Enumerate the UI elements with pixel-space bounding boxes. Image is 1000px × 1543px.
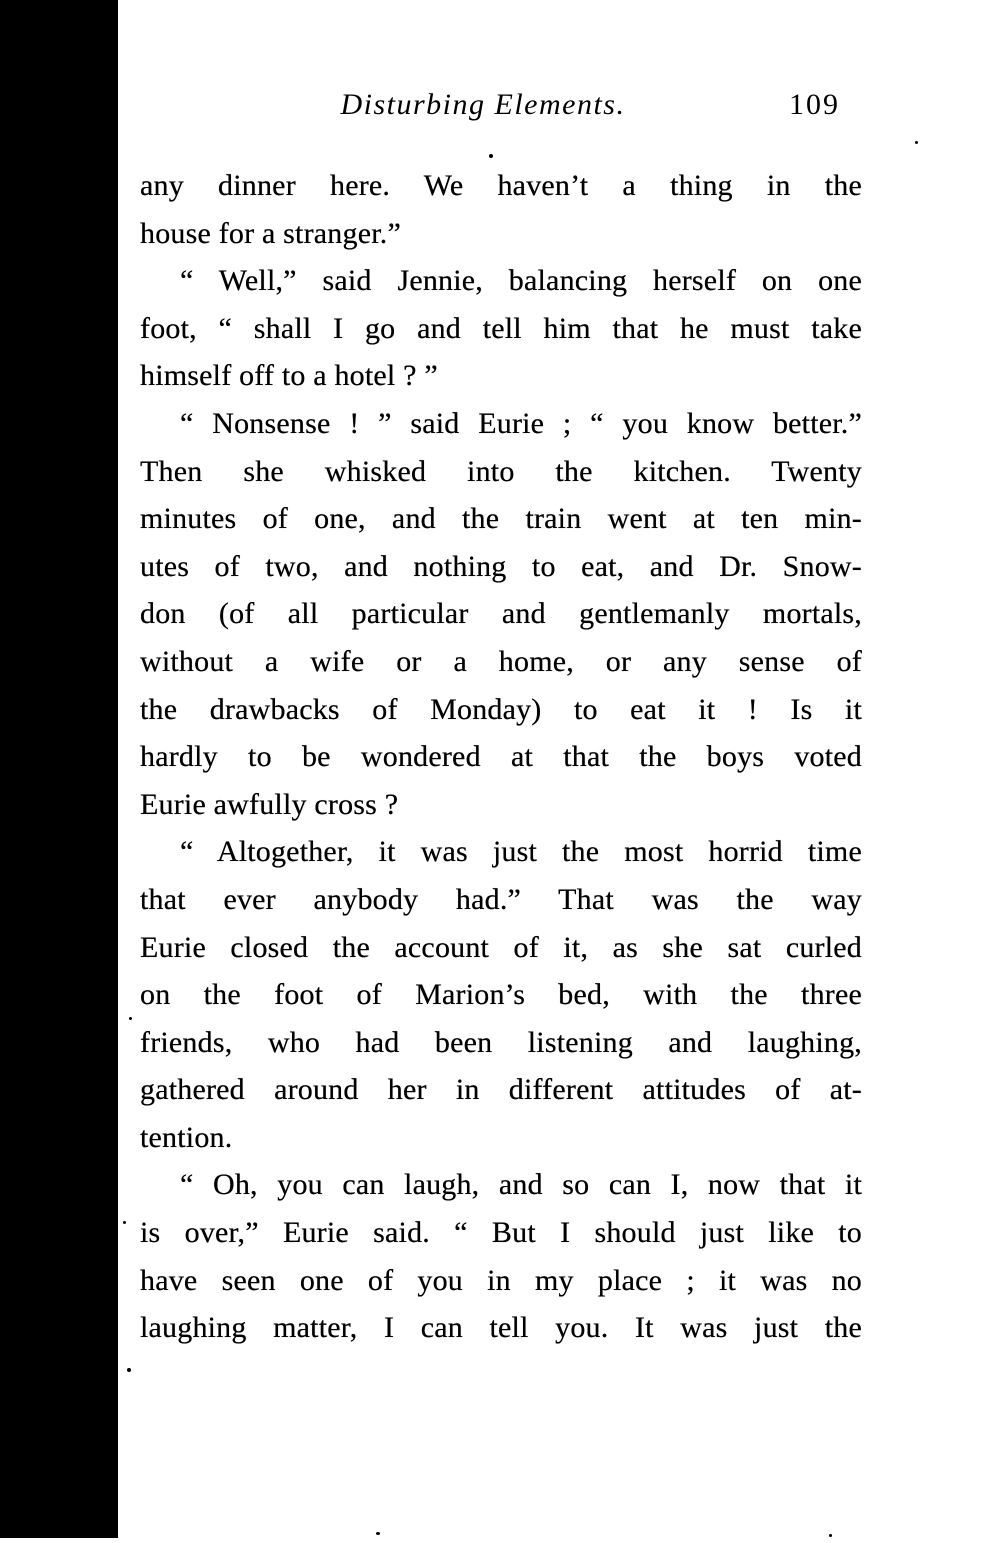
text-line: on the foot of Marion’s bed, with the three bbox=[140, 978, 862, 1012]
text-line: any dinner here. We haven’t a thing in the bbox=[140, 169, 862, 202]
text-line: utes of two, and nothing to eat, and Dr. Snow- bbox=[140, 549, 862, 583]
scan-speck bbox=[123, 1221, 126, 1224]
scan-speck bbox=[915, 141, 918, 144]
paragraph bbox=[140, 162, 862, 257]
text-line: the drawbacks of Monday) to eat it ! Is it bbox=[140, 692, 862, 726]
gutter-smudge-graphic bbox=[0, 0, 120, 1538]
paragraph bbox=[140, 1161, 862, 1351]
page-title: Disturbing Elements. bbox=[340, 88, 626, 121]
text-line: “ Well,” said Jennie, balancing herself on one bbox=[180, 264, 862, 298]
text-line: “ Oh, you can laugh, and so can I, now that it bbox=[180, 1168, 862, 1202]
scan-gutter-smudge bbox=[0, 0, 120, 1538]
scan-speck bbox=[103, 1488, 106, 1491]
scan-speck bbox=[376, 1532, 380, 1535]
scan-speck bbox=[127, 1368, 131, 1372]
text-line: house for a stranger.” bbox=[140, 216, 401, 250]
scan-speck bbox=[129, 1017, 132, 1020]
page-number: 109 bbox=[789, 88, 840, 121]
text-line: gathered around her in different attitudes of at- bbox=[140, 1073, 862, 1107]
text-line: “ Nonsense ! ” said Eurie ; “ you know better.” bbox=[180, 406, 862, 440]
paragraph bbox=[140, 828, 862, 1161]
text-line: “ Altogether, it was just the most horrid time bbox=[180, 835, 862, 869]
text-line: tention. bbox=[140, 1120, 233, 1154]
text-line: Eurie closed the account of it, as she sat curled bbox=[140, 930, 862, 964]
text-line: laughing matter, I can tell you. It was just the bbox=[140, 1311, 862, 1345]
text-line: Eurie awfully cross ? bbox=[140, 787, 399, 821]
text-line: hardly to be wondered at that the boys voted bbox=[140, 740, 862, 774]
text-line: friends, who had been listening and laughing, bbox=[140, 1025, 862, 1059]
text-line: is over,” Eurie said. “ But I should just like to bbox=[140, 1216, 862, 1250]
text-line: don (of all particular and gentlemanly mortals, bbox=[140, 597, 862, 631]
text-line: without a wife or a home, or any sense of bbox=[140, 644, 862, 678]
scan-speck bbox=[829, 1534, 832, 1537]
paragraph bbox=[140, 400, 862, 828]
paragraph bbox=[140, 257, 862, 400]
scan-speck bbox=[489, 154, 493, 158]
running-head bbox=[140, 88, 862, 130]
text-line: Then she whisked into the kitchen. Twenty bbox=[140, 454, 862, 488]
text-line: foot, “ shall I go and tell him that he must take bbox=[140, 311, 862, 345]
text-line: minutes of one, and the train went at ten min- bbox=[140, 502, 862, 536]
text-line: himself off to a hotel ? ” bbox=[140, 359, 438, 393]
text-line: that ever anybody had.” That was the way bbox=[140, 882, 862, 916]
body-text bbox=[140, 162, 862, 1352]
text-line: have seen one of you in my place ; it was no bbox=[140, 1263, 862, 1297]
